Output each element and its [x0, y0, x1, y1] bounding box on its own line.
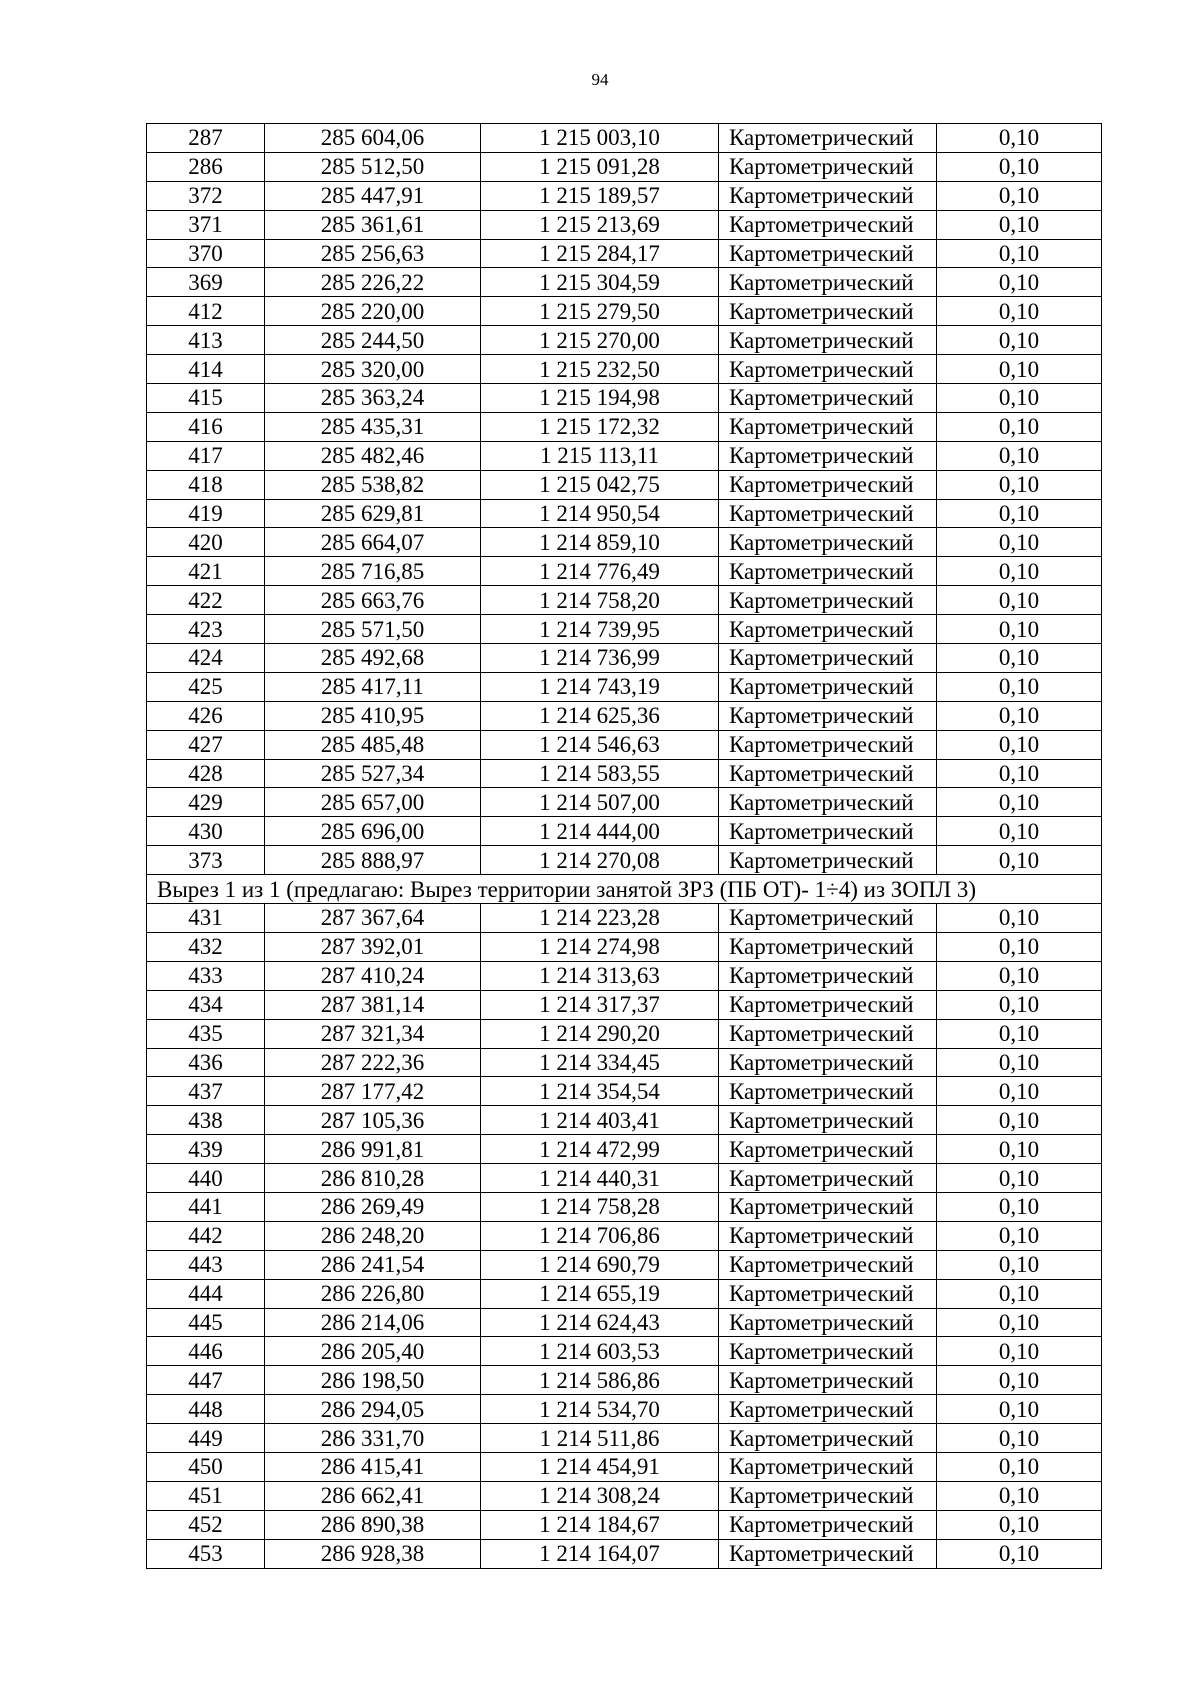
accuracy-cell: 0,10 [937, 412, 1102, 441]
table-row [147, 384, 1102, 413]
x-coordinate-cell: 287 392,01 [265, 932, 481, 961]
x-coordinate-cell: 285 220,00 [265, 297, 481, 326]
section-row [147, 875, 1102, 904]
method-cell: Картометрический [719, 1077, 937, 1106]
table-row [147, 1221, 1102, 1250]
accuracy-cell: 0,10 [937, 441, 1102, 470]
point-number-cell: 425 [147, 672, 265, 701]
y-coordinate-cell: 1 214 317,37 [481, 990, 719, 1019]
method-cell: Картометрический [719, 355, 937, 384]
x-coordinate-cell: 285 320,00 [265, 355, 481, 384]
method-cell: Картометрический [719, 846, 937, 875]
table-row [147, 1077, 1102, 1106]
table-row [147, 1192, 1102, 1221]
point-number-cell: 434 [147, 990, 265, 1019]
point-number-cell: 439 [147, 1135, 265, 1164]
accuracy-cell: 0,10 [937, 961, 1102, 990]
x-coordinate-cell: 285 492,68 [265, 644, 481, 673]
x-coordinate-cell: 286 294,05 [265, 1395, 481, 1424]
x-coordinate-cell: 286 928,38 [265, 1539, 481, 1568]
point-number-cell: 432 [147, 932, 265, 961]
table-row [147, 152, 1102, 181]
y-coordinate-cell: 1 215 270,00 [481, 326, 719, 355]
point-number-cell: 448 [147, 1395, 265, 1424]
table-row [147, 701, 1102, 730]
y-coordinate-cell: 1 214 546,63 [481, 730, 719, 759]
method-cell: Картометрический [719, 528, 937, 557]
accuracy-cell: 0,10 [937, 615, 1102, 644]
y-coordinate-cell: 1 214 758,28 [481, 1192, 719, 1221]
method-cell: Картометрический [719, 499, 937, 528]
table-row [147, 1510, 1102, 1539]
x-coordinate-cell: 285 538,82 [265, 470, 481, 499]
table-row [147, 326, 1102, 355]
point-number-cell: 435 [147, 1019, 265, 1048]
accuracy-cell: 0,10 [937, 528, 1102, 557]
point-number-cell: 433 [147, 961, 265, 990]
method-cell: Картометрический [719, 1395, 937, 1424]
point-number-cell: 372 [147, 181, 265, 210]
method-cell: Картометрический [719, 1135, 937, 1164]
x-coordinate-cell: 285 361,61 [265, 210, 481, 239]
y-coordinate-cell: 1 215 172,32 [481, 412, 719, 441]
table-row [147, 1135, 1102, 1164]
x-coordinate-cell: 286 248,20 [265, 1221, 481, 1250]
method-cell: Картометрический [719, 557, 937, 586]
accuracy-cell: 0,10 [937, 499, 1102, 528]
accuracy-cell: 0,10 [937, 355, 1102, 384]
method-cell: Картометрический [719, 615, 937, 644]
x-coordinate-cell: 285 482,46 [265, 441, 481, 470]
accuracy-cell: 0,10 [937, 470, 1102, 499]
table-row [147, 1337, 1102, 1366]
x-coordinate-cell: 285 435,31 [265, 412, 481, 441]
accuracy-cell: 0,10 [937, 239, 1102, 268]
table-row [147, 1250, 1102, 1279]
point-number-cell: 438 [147, 1106, 265, 1135]
coordinates-table-body [147, 124, 1102, 1569]
point-number-cell: 417 [147, 441, 265, 470]
point-number-cell: 423 [147, 615, 265, 644]
method-cell: Картометрический [719, 152, 937, 181]
accuracy-cell: 0,10 [937, 297, 1102, 326]
accuracy-cell: 0,10 [937, 644, 1102, 673]
y-coordinate-cell: 1 214 706,86 [481, 1221, 719, 1250]
table-row [147, 1308, 1102, 1337]
point-number-cell: 441 [147, 1192, 265, 1221]
x-coordinate-cell: 286 810,28 [265, 1164, 481, 1193]
point-number-cell: 440 [147, 1164, 265, 1193]
x-coordinate-cell: 285 512,50 [265, 152, 481, 181]
y-coordinate-cell: 1 214 950,54 [481, 499, 719, 528]
y-coordinate-cell: 1 215 279,50 [481, 297, 719, 326]
accuracy-cell: 0,10 [937, 1135, 1102, 1164]
x-coordinate-cell: 287 367,64 [265, 904, 481, 933]
table-row [147, 904, 1102, 933]
method-cell: Картометрический [719, 1221, 937, 1250]
table-row [147, 788, 1102, 817]
method-cell: Картометрический [719, 1510, 937, 1539]
x-coordinate-cell: 285 657,00 [265, 788, 481, 817]
y-coordinate-cell: 1 214 624,43 [481, 1308, 719, 1337]
accuracy-cell: 0,10 [937, 1337, 1102, 1366]
method-cell: Картометрический [719, 904, 937, 933]
accuracy-cell: 0,10 [937, 268, 1102, 297]
x-coordinate-cell: 285 888,97 [265, 846, 481, 875]
x-coordinate-cell: 286 214,06 [265, 1308, 481, 1337]
y-coordinate-cell: 1 214 223,28 [481, 904, 719, 933]
y-coordinate-cell: 1 214 308,24 [481, 1481, 719, 1510]
table-row [147, 586, 1102, 615]
y-coordinate-cell: 1 214 758,20 [481, 586, 719, 615]
y-coordinate-cell: 1 215 189,57 [481, 181, 719, 210]
table-row [147, 1539, 1102, 1568]
table-row [147, 1481, 1102, 1510]
accuracy-cell: 0,10 [937, 210, 1102, 239]
table-row [147, 1279, 1102, 1308]
y-coordinate-cell: 1 214 472,99 [481, 1135, 719, 1164]
accuracy-cell: 0,10 [937, 904, 1102, 933]
y-coordinate-cell: 1 214 507,00 [481, 788, 719, 817]
accuracy-cell: 0,10 [937, 1106, 1102, 1135]
y-coordinate-cell: 1 214 690,79 [481, 1250, 719, 1279]
table-row [147, 499, 1102, 528]
method-cell: Картометрический [719, 644, 937, 673]
table-row [147, 210, 1102, 239]
table-row [147, 297, 1102, 326]
x-coordinate-cell: 285 226,22 [265, 268, 481, 297]
accuracy-cell: 0,10 [937, 1539, 1102, 1568]
accuracy-cell: 0,10 [937, 1395, 1102, 1424]
table-row [147, 441, 1102, 470]
point-number-cell: 416 [147, 412, 265, 441]
point-number-cell: 413 [147, 326, 265, 355]
accuracy-cell: 0,10 [937, 701, 1102, 730]
x-coordinate-cell: 285 447,91 [265, 181, 481, 210]
x-coordinate-cell: 286 269,49 [265, 1192, 481, 1221]
accuracy-cell: 0,10 [937, 1077, 1102, 1106]
method-cell: Картометрический [719, 384, 937, 413]
x-coordinate-cell: 287 222,36 [265, 1048, 481, 1077]
method-cell: Картометрический [719, 1481, 937, 1510]
method-cell: Картометрический [719, 1452, 937, 1481]
method-cell: Картометрический [719, 1308, 937, 1337]
table-row [147, 1452, 1102, 1481]
y-coordinate-cell: 1 214 603,53 [481, 1337, 719, 1366]
method-cell: Картометрический [719, 1424, 937, 1453]
accuracy-cell: 0,10 [937, 672, 1102, 701]
x-coordinate-cell: 285 571,50 [265, 615, 481, 644]
x-coordinate-cell: 286 331,70 [265, 1424, 481, 1453]
accuracy-cell: 0,10 [937, 384, 1102, 413]
x-coordinate-cell: 287 321,34 [265, 1019, 481, 1048]
point-number-cell: 447 [147, 1366, 265, 1395]
x-coordinate-cell: 286 662,41 [265, 1481, 481, 1510]
point-number-cell: 419 [147, 499, 265, 528]
x-coordinate-cell: 285 664,07 [265, 528, 481, 557]
method-cell: Картометрический [719, 441, 937, 470]
x-coordinate-cell: 285 485,48 [265, 730, 481, 759]
table-row [147, 1106, 1102, 1135]
table-row [147, 1048, 1102, 1077]
table-row [147, 470, 1102, 499]
point-number-cell: 420 [147, 528, 265, 557]
accuracy-cell: 0,10 [937, 817, 1102, 846]
point-number-cell: 369 [147, 268, 265, 297]
point-number-cell: 436 [147, 1048, 265, 1077]
x-coordinate-cell: 286 890,38 [265, 1510, 481, 1539]
x-coordinate-cell: 287 381,14 [265, 990, 481, 1019]
y-coordinate-cell: 1 214 334,45 [481, 1048, 719, 1077]
method-cell: Картометрический [719, 326, 937, 355]
y-coordinate-cell: 1 215 113,11 [481, 441, 719, 470]
point-number-cell: 412 [147, 297, 265, 326]
table-row [147, 1366, 1102, 1395]
point-number-cell: 373 [147, 846, 265, 875]
table-row [147, 412, 1102, 441]
method-cell: Картометрический [719, 586, 937, 615]
x-coordinate-cell: 286 205,40 [265, 1337, 481, 1366]
point-number-cell: 427 [147, 730, 265, 759]
method-cell: Картометрический [719, 297, 937, 326]
x-coordinate-cell: 285 417,11 [265, 672, 481, 701]
y-coordinate-cell: 1 215 213,69 [481, 210, 719, 239]
table-row [147, 1424, 1102, 1453]
section-title: Вырез 1 из 1 (предлагаю: Вырез территории занятой ЗРЗ (ПБ ОТ)- 1÷4) из ЗОПЛ 3) [147, 875, 1102, 904]
method-cell: Картометрический [719, 1250, 937, 1279]
point-number-cell: 449 [147, 1424, 265, 1453]
accuracy-cell: 0,10 [937, 990, 1102, 1019]
accuracy-cell: 0,10 [937, 1192, 1102, 1221]
method-cell: Картометрический [719, 672, 937, 701]
point-number-cell: 426 [147, 701, 265, 730]
y-coordinate-cell: 1 214 403,41 [481, 1106, 719, 1135]
method-cell: Картометрический [719, 788, 937, 817]
x-coordinate-cell: 285 363,24 [265, 384, 481, 413]
point-number-cell: 442 [147, 1221, 265, 1250]
point-number-cell: 450 [147, 1452, 265, 1481]
table-row [147, 124, 1102, 153]
method-cell: Картометрический [719, 1337, 937, 1366]
accuracy-cell: 0,10 [937, 586, 1102, 615]
accuracy-cell: 0,10 [937, 759, 1102, 788]
x-coordinate-cell: 285 604,06 [265, 124, 481, 153]
x-coordinate-cell: 287 410,24 [265, 961, 481, 990]
table-row [147, 181, 1102, 210]
point-number-cell: 414 [147, 355, 265, 384]
table-row [147, 355, 1102, 384]
accuracy-cell: 0,10 [937, 1019, 1102, 1048]
y-coordinate-cell: 1 214 739,95 [481, 615, 719, 644]
accuracy-cell: 0,10 [937, 1366, 1102, 1395]
y-coordinate-cell: 1 215 304,59 [481, 268, 719, 297]
accuracy-cell: 0,10 [937, 152, 1102, 181]
y-coordinate-cell: 1 214 859,10 [481, 528, 719, 557]
y-coordinate-cell: 1 215 003,10 [481, 124, 719, 153]
point-number-cell: 421 [147, 557, 265, 586]
accuracy-cell: 0,10 [937, 326, 1102, 355]
method-cell: Картометрический [719, 1539, 937, 1568]
y-coordinate-cell: 1 215 194,98 [481, 384, 719, 413]
point-number-cell: 429 [147, 788, 265, 817]
x-coordinate-cell: 285 716,85 [265, 557, 481, 586]
point-number-cell: 371 [147, 210, 265, 239]
y-coordinate-cell: 1 214 625,36 [481, 701, 719, 730]
method-cell: Картометрический [719, 1366, 937, 1395]
table-row [147, 528, 1102, 557]
x-coordinate-cell: 287 177,42 [265, 1077, 481, 1106]
method-cell: Картометрический [719, 990, 937, 1019]
y-coordinate-cell: 1 215 232,50 [481, 355, 719, 384]
table-row [147, 730, 1102, 759]
y-coordinate-cell: 1 214 184,67 [481, 1510, 719, 1539]
point-number-cell: 452 [147, 1510, 265, 1539]
accuracy-cell: 0,10 [937, 1424, 1102, 1453]
method-cell: Картометрический [719, 1048, 937, 1077]
accuracy-cell: 0,10 [937, 1452, 1102, 1481]
accuracy-cell: 0,10 [937, 1279, 1102, 1308]
method-cell: Картометрический [719, 1164, 937, 1193]
y-coordinate-cell: 1 214 440,31 [481, 1164, 719, 1193]
accuracy-cell: 0,10 [937, 846, 1102, 875]
method-cell: Картометрический [719, 759, 937, 788]
accuracy-cell: 0,10 [937, 181, 1102, 210]
x-coordinate-cell: 286 241,54 [265, 1250, 481, 1279]
method-cell: Картометрический [719, 412, 937, 441]
x-coordinate-cell: 285 410,95 [265, 701, 481, 730]
y-coordinate-cell: 1 214 655,19 [481, 1279, 719, 1308]
y-coordinate-cell: 1 215 042,75 [481, 470, 719, 499]
point-number-cell: 415 [147, 384, 265, 413]
table-row [147, 557, 1102, 586]
x-coordinate-cell: 285 629,81 [265, 499, 481, 528]
x-coordinate-cell: 287 105,36 [265, 1106, 481, 1135]
table-row [147, 932, 1102, 961]
y-coordinate-cell: 1 214 164,07 [481, 1539, 719, 1568]
table-row [147, 615, 1102, 644]
method-cell: Картометрический [719, 701, 937, 730]
table-row [147, 1164, 1102, 1193]
x-coordinate-cell: 285 663,76 [265, 586, 481, 615]
page-number: 94 [591, 70, 609, 89]
table-row [147, 759, 1102, 788]
method-cell: Картометрический [719, 239, 937, 268]
x-coordinate-cell: 285 256,63 [265, 239, 481, 268]
accuracy-cell: 0,10 [937, 932, 1102, 961]
x-coordinate-cell: 285 696,00 [265, 817, 481, 846]
accuracy-cell: 0,10 [937, 1048, 1102, 1077]
accuracy-cell: 0,10 [937, 788, 1102, 817]
accuracy-cell: 0,10 [937, 1308, 1102, 1337]
point-number-cell: 430 [147, 817, 265, 846]
method-cell: Картометрический [719, 1019, 937, 1048]
point-number-cell: 418 [147, 470, 265, 499]
method-cell: Картометрический [719, 470, 937, 499]
y-coordinate-cell: 1 214 736,99 [481, 644, 719, 673]
point-number-cell: 287 [147, 124, 265, 153]
method-cell: Картометрический [719, 817, 937, 846]
accuracy-cell: 0,10 [937, 557, 1102, 586]
point-number-cell: 437 [147, 1077, 265, 1106]
method-cell: Картометрический [719, 124, 937, 153]
method-cell: Картометрический [719, 961, 937, 990]
y-coordinate-cell: 1 215 284,17 [481, 239, 719, 268]
y-coordinate-cell: 1 214 444,00 [481, 817, 719, 846]
x-coordinate-cell: 286 991,81 [265, 1135, 481, 1164]
point-number-cell: 422 [147, 586, 265, 615]
table-row [147, 817, 1102, 846]
x-coordinate-cell: 285 244,50 [265, 326, 481, 355]
point-number-cell: 444 [147, 1279, 265, 1308]
method-cell: Картометрический [719, 1192, 937, 1221]
accuracy-cell: 0,10 [937, 124, 1102, 153]
accuracy-cell: 0,10 [937, 1481, 1102, 1510]
method-cell: Картометрический [719, 730, 937, 759]
table-row [147, 644, 1102, 673]
table-row [147, 1019, 1102, 1048]
point-number-cell: 451 [147, 1481, 265, 1510]
accuracy-cell: 0,10 [937, 1221, 1102, 1250]
method-cell: Картометрический [719, 268, 937, 297]
x-coordinate-cell: 286 415,41 [265, 1452, 481, 1481]
x-coordinate-cell: 286 226,80 [265, 1279, 481, 1308]
x-coordinate-cell: 285 527,34 [265, 759, 481, 788]
y-coordinate-cell: 1 214 583,55 [481, 759, 719, 788]
point-number-cell: 443 [147, 1250, 265, 1279]
point-number-cell: 428 [147, 759, 265, 788]
point-number-cell: 424 [147, 644, 265, 673]
y-coordinate-cell: 1 214 454,91 [481, 1452, 719, 1481]
point-number-cell: 453 [147, 1539, 265, 1568]
y-coordinate-cell: 1 214 586,86 [481, 1366, 719, 1395]
y-coordinate-cell: 1 214 511,86 [481, 1424, 719, 1453]
point-number-cell: 431 [147, 904, 265, 933]
method-cell: Картометрический [719, 181, 937, 210]
y-coordinate-cell: 1 214 776,49 [481, 557, 719, 586]
accuracy-cell: 0,10 [937, 730, 1102, 759]
y-coordinate-cell: 1 214 354,54 [481, 1077, 719, 1106]
method-cell: Картометрический [719, 1106, 937, 1135]
method-cell: Картометрический [719, 1279, 937, 1308]
y-coordinate-cell: 1 215 091,28 [481, 152, 719, 181]
y-coordinate-cell: 1 214 743,19 [481, 672, 719, 701]
y-coordinate-cell: 1 214 270,08 [481, 846, 719, 875]
accuracy-cell: 0,10 [937, 1164, 1102, 1193]
point-number-cell: 446 [147, 1337, 265, 1366]
table-row [147, 961, 1102, 990]
point-number-cell: 370 [147, 239, 265, 268]
x-coordinate-cell: 286 198,50 [265, 1366, 481, 1395]
accuracy-cell: 0,10 [937, 1250, 1102, 1279]
point-number-cell: 286 [147, 152, 265, 181]
table-row [147, 846, 1102, 875]
method-cell: Картометрический [719, 932, 937, 961]
table-row [147, 239, 1102, 268]
point-number-cell: 445 [147, 1308, 265, 1337]
y-coordinate-cell: 1 214 290,20 [481, 1019, 719, 1048]
accuracy-cell: 0,10 [937, 1510, 1102, 1539]
table-row [147, 1395, 1102, 1424]
y-coordinate-cell: 1 214 274,98 [481, 932, 719, 961]
table-row [147, 990, 1102, 1019]
coordinates-table [146, 123, 1102, 1569]
y-coordinate-cell: 1 214 313,63 [481, 961, 719, 990]
method-cell: Картометрический [719, 210, 937, 239]
table-row [147, 672, 1102, 701]
table-row [147, 268, 1102, 297]
y-coordinate-cell: 1 214 534,70 [481, 1395, 719, 1424]
